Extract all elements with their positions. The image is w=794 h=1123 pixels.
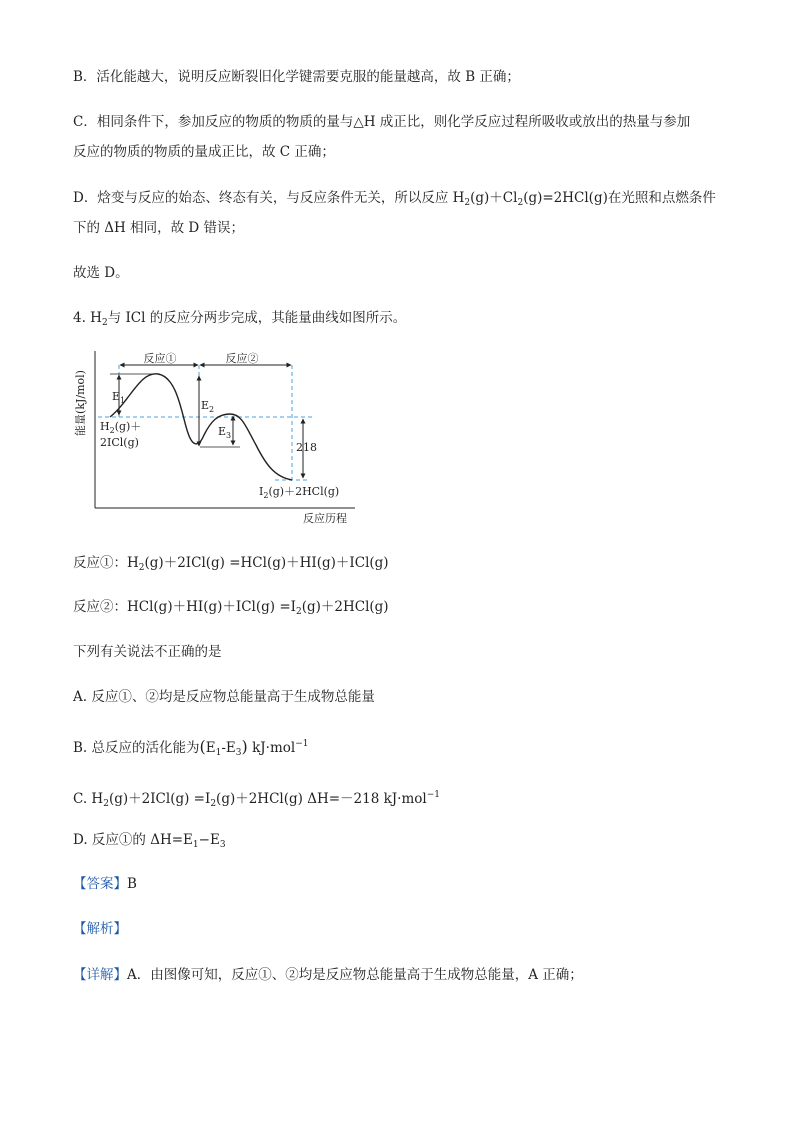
- option-b-explanation: B．活化能越大，说明反应断裂旧化学键需要克服的能量越高，故 B 正确；: [73, 69, 520, 85]
- analysis-heading: 【解析】: [73, 921, 127, 937]
- answer-value: B: [127, 876, 137, 892]
- option-b: B. 总反应的活化能为$(E_1-E_3)$ kJ·mol$^{-1}$: [73, 737, 309, 758]
- answer-line: [73, 874, 137, 894]
- step2-label: 反应②: [225, 352, 259, 365]
- e1-label: $E_1$: [112, 390, 126, 405]
- x-axis-label: 反应历程: [303, 512, 347, 525]
- e3-label: $E_3$: [218, 425, 232, 440]
- detail-tag: 【详解】: [73, 967, 127, 983]
- option-a: A. 反应①、②均是反应物总能量高于生成物总能量: [73, 689, 375, 705]
- detail-text: A．由图像可知，反应①、②均是反应物总能量高于生成物总能量，A 正确；: [127, 967, 583, 983]
- option-c-explanation-line2: 反应的物质的物质的量成正比，故 C 正确；: [73, 144, 335, 160]
- e2-label: $E_2$: [201, 399, 215, 414]
- question-4-stem: 4. $H_2$与 ICl 的反应分两步完成，其能量曲线如图所示。: [73, 310, 407, 328]
- detail-line: [73, 965, 583, 985]
- products-label: $I_2(g)+2HCl(g)$: [259, 485, 340, 500]
- option-d: D. 反应①的 $\Delta H=E_1-E_3$: [73, 832, 226, 850]
- energy-profile-diagram: [70, 343, 370, 533]
- option-c-explanation-line1: C．相同条件下，参加反应的物质的物质的量与△H 成正比，则化学反应过程所吸收或放出的热量与参加: [73, 114, 691, 130]
- reactants-label-line1: $H_2(g)+$: [100, 420, 142, 435]
- reaction-1-equation: 反应①：$H_2(g)+2ICl(g) =HCl(g)+HI(g)+ICl(g)$: [73, 555, 389, 573]
- option-c: C. $H_2(g)+2ICl(g) =I_2(g)+2HCl(g)$ ΔH=－218 kJ·mol$^{-1}$: [73, 790, 441, 809]
- delta-h-label: 218: [296, 441, 317, 454]
- reactants-label-line2: 2ICl(g): [100, 436, 139, 449]
- step1-label: 反应①: [143, 352, 177, 365]
- option-d-explanation-line2: 下的 ΔH 相同，故 D 错误；: [73, 220, 245, 236]
- option-d-explanation-line1: D．焓变与反应的始态、终态有关，与反应条件无关，所以反应 $H_2(g)+Cl_2(g)=2HCl(g)$在光照和点燃条件: [73, 190, 716, 208]
- question-prompt: 下列有关说法不正确的是: [73, 644, 222, 660]
- answer-tag: 【答案】: [73, 876, 127, 892]
- y-axis-label: 能量(kJ/mol): [74, 370, 87, 436]
- reaction-2-equation: 反应②：$HCl(g)+HI(g)+ICl(g) =I_2(g)+2HCl(g)$: [73, 599, 389, 617]
- choice-conclusion: 故选 D。: [73, 265, 129, 281]
